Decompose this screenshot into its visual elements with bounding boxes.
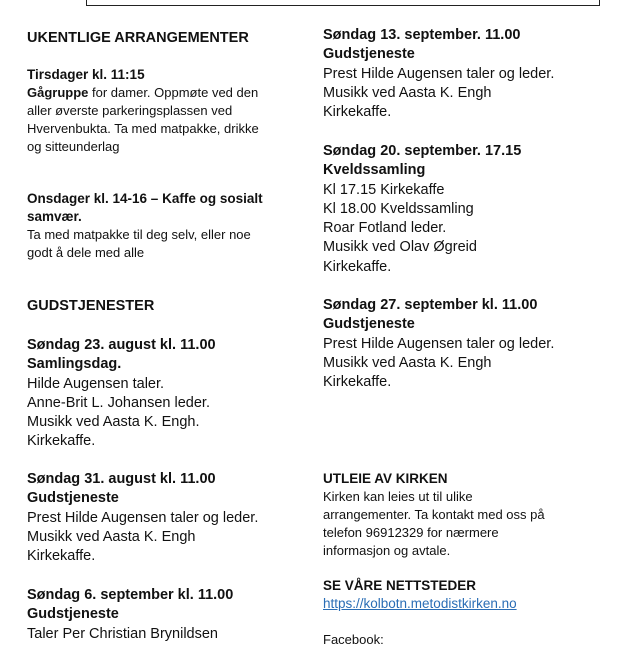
walk-line3: Hvervenbukta. Ta med matpakke, drikke <box>27 121 259 136</box>
event-title: Gudstjeneste <box>27 606 119 623</box>
websites-section <box>323 577 623 649</box>
event-title: Gudstjeneste <box>323 46 415 63</box>
coffee-heading-1: Onsdager kl. 14-16 – Kaffe og sosialt <box>27 191 263 206</box>
walk-line4: og sitteunderlag <box>27 139 120 154</box>
event-line: Roar Fotland leder. <box>323 220 447 237</box>
event-line: Musikk ved Olav Øgreid <box>323 239 477 256</box>
event-line: Prest Hilde Augensen taler og leder. <box>323 335 555 352</box>
event-title: Kveldssamling <box>323 162 426 179</box>
rental-title: UTLEIE AV KIRKEN <box>323 471 448 486</box>
coffee-heading-2: samvær. <box>27 209 82 224</box>
event-line: Kirkekaffe. <box>323 374 392 391</box>
coffee-line2: godt å dele med alle <box>27 245 145 260</box>
event-line: Musikk ved Aasta K. Engh. <box>27 414 200 431</box>
event-line: Prest Hilde Augensen taler og leder. <box>27 509 259 526</box>
weekly-section-title: UKENTLIGE ARRANGEMENTER <box>27 30 249 46</box>
walk-rest: for damer. Oppmøte ved den <box>88 85 259 100</box>
event-line: Prest Hilde Augensen taler og leder. <box>323 65 555 82</box>
event-line: Kirkekaffe. <box>27 433 96 450</box>
event-line: Kl 18.00 Kveldssamling <box>323 200 474 217</box>
event-sep20 <box>323 142 623 277</box>
services-section-title: GUDSTJENESTER <box>27 298 155 314</box>
walk-name: Gågruppe <box>27 85 89 100</box>
website-link[interactable]: https://kolbotn.metodistkirken.no <box>323 596 517 611</box>
event-title: Samlingsdag. <box>27 356 122 373</box>
event-title: Gudstjeneste <box>323 316 415 333</box>
event-line: Taler Per Christian Brynildsen <box>27 625 218 642</box>
rental-line: telefon 96912329 for nærmere <box>323 525 499 540</box>
event-line: Kirkekaffe. <box>27 548 96 565</box>
top-box-border <box>86 0 600 6</box>
event-line: Kl 17.15 Kirkekaffe <box>323 181 445 198</box>
facebook-label: Facebook: <box>323 632 384 647</box>
event-date: Søndag 13. september. 11.00 <box>323 27 521 43</box>
walk-line2: aller øverste parkeringsplassen ved <box>27 103 233 118</box>
websites-title: SE VÅRE NETTSTEDER <box>323 578 477 593</box>
event-line: Hilde Augensen taler. <box>27 375 165 392</box>
event-line: Kirkekaffe. <box>323 258 392 275</box>
event-line: Kirkekaffe. <box>323 104 392 121</box>
event-line: Musikk ved Aasta K. Engh <box>323 354 492 371</box>
event-sep13 <box>323 26 623 122</box>
coffee-line1: Ta med matpakke til deg selv, eller noe <box>27 227 251 242</box>
event-date: Søndag 23. august kl. 11.00 <box>27 337 216 353</box>
event-aug31 <box>27 470 297 566</box>
event-date: Søndag 20. september. 17.15 <box>323 143 522 159</box>
coffee-block <box>27 190 297 262</box>
walk-group-block <box>27 66 297 156</box>
event-line: Musikk ved Aasta K. Engh <box>323 84 492 101</box>
rental-line: Kirken kan leies ut til ulike <box>323 489 473 504</box>
rental-section <box>323 470 623 560</box>
event-line: Anne-Brit L. Johansen leder. <box>27 394 210 411</box>
event-line: Musikk ved Aasta K. Engh <box>27 528 196 545</box>
event-aug23 <box>27 336 297 452</box>
rental-line: arrangementer. Ta kontakt med oss på <box>323 507 545 522</box>
event-date: Søndag 31. august kl. 11.00 <box>27 471 216 487</box>
event-sep6 <box>27 586 297 644</box>
event-date: Søndag 6. september kl. 11.00 <box>27 587 234 603</box>
event-title: Gudstjeneste <box>27 490 119 507</box>
event-date: Søndag 27. september kl. 11.00 <box>323 297 538 313</box>
walk-time: Tirsdager kl. 11:15 <box>27 67 145 82</box>
event-sep27 <box>323 296 623 392</box>
rental-line: informasjon og avtale. <box>323 543 451 558</box>
